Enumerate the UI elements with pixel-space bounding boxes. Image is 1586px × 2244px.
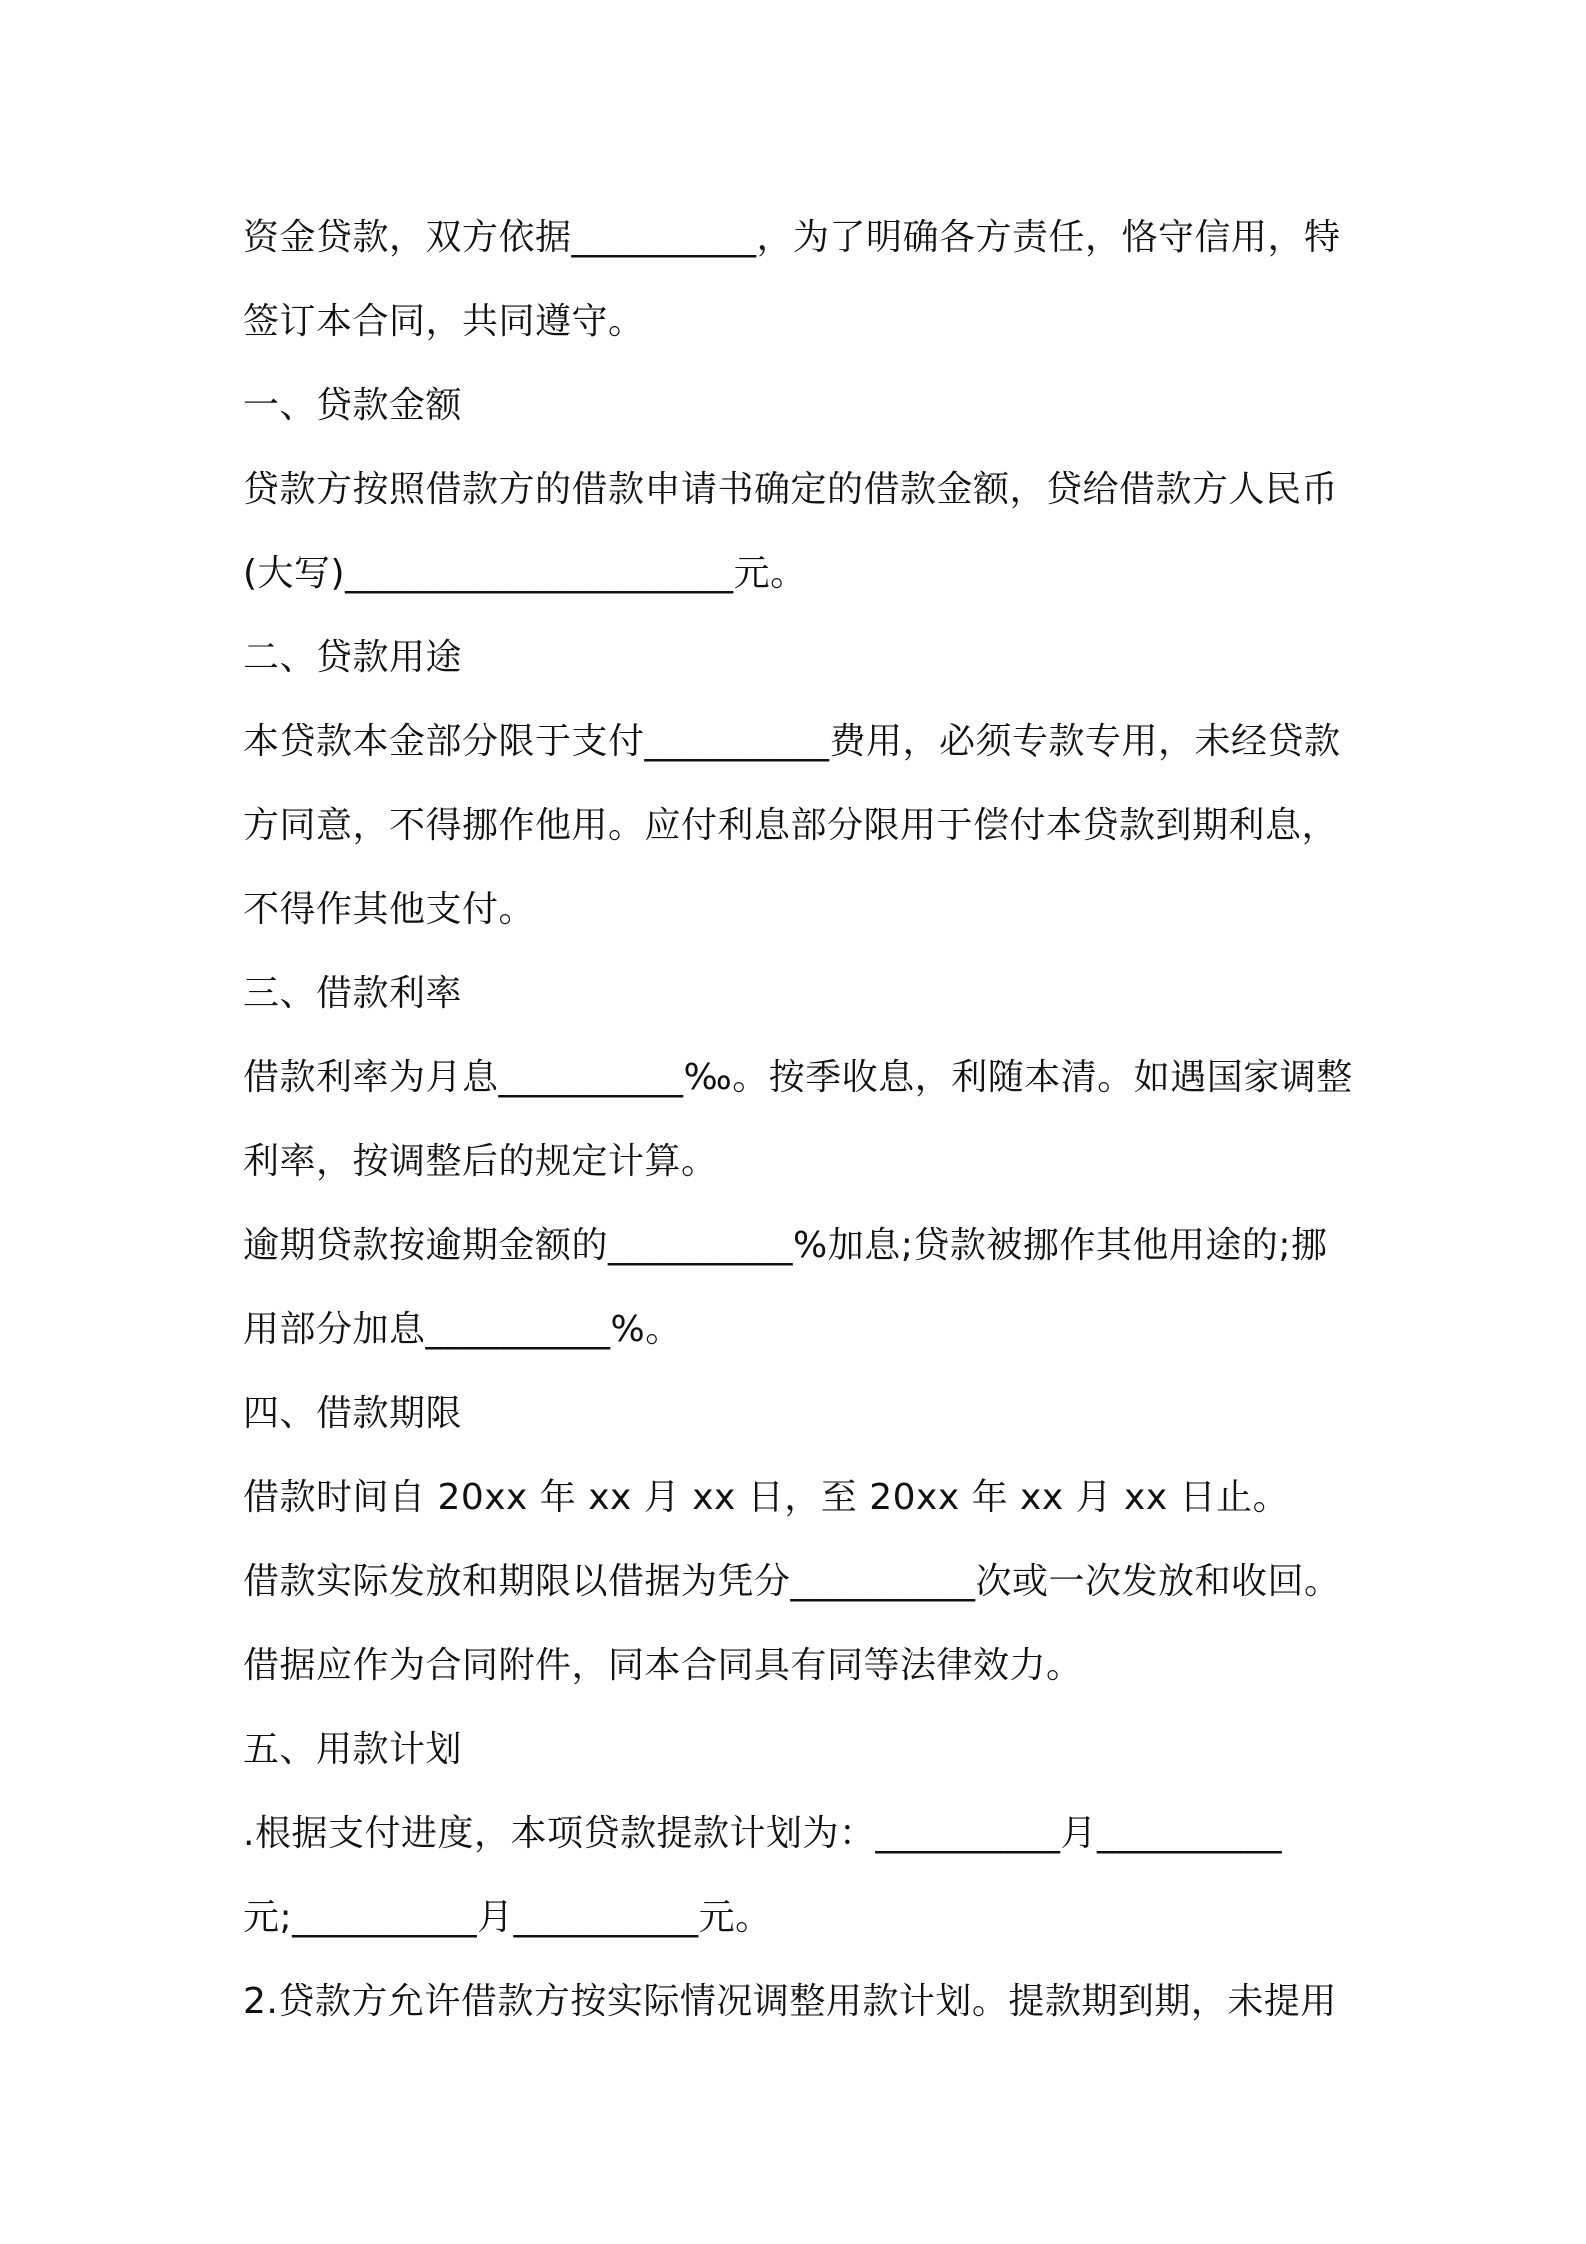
text-line: 借款时间自 20xx 年 xx 月 xx 日，至 20xx 年 xx 月 xx 日止。	[243, 1477, 1290, 1518]
text-line: 借据应作为合同附件，同本合同具有同等法律效力。	[243, 1645, 1083, 1686]
section-heading: 三、借款利率	[243, 973, 463, 1014]
text-line: 不得作其他支付。	[243, 889, 536, 930]
text-line: 借款利率为月息__________‰。按季收息，利随本清。如遇国家调整	[243, 1057, 1353, 1098]
text-line: 借款实际发放和期限以借据为凭分__________次或一次发放和收回。	[243, 1561, 1341, 1602]
text-line: 贷款方按照借款方的借款申请书确定的借款金额，贷给借款方人民币	[243, 469, 1339, 510]
document-body	[243, 196, 1363, 2044]
text-line: 利率，按调整后的规定计算。	[243, 1141, 718, 1182]
text-line: 资金贷款，双方依据__________，为了明确各方责任，恪守信用，特	[243, 217, 1341, 258]
text-line: 签订本合同，共同遵守。	[243, 301, 645, 342]
text-line: 用部分加息__________%。	[243, 1309, 682, 1350]
text-line: 2.贷款方允许借款方按实际情况调整用款计划。提款期到期，未提用	[243, 1981, 1337, 2022]
section-heading: 一、贷款金额	[243, 385, 463, 426]
section-heading: 五、用款计划	[243, 1729, 463, 1770]
section-heading: 四、借款期限	[243, 1393, 463, 1434]
text-line: .根据支付进度，本项贷款提款计划为：__________月__________	[243, 1813, 1282, 1854]
text-line: (大写)_____________________元。	[243, 553, 807, 594]
section-heading: 二、贷款用途	[243, 637, 463, 678]
text-line: 逾期贷款按逾期金额的__________%加息;贷款被挪作其他用途的;挪	[243, 1225, 1328, 1266]
text-line: 元;__________月__________元。	[243, 1897, 772, 1938]
text-line: 方同意，不得挪作他用。应付利息部分限用于偿付本贷款到期利息，	[243, 805, 1339, 846]
text-line: 本贷款本金部分限于支付__________费用，必须专款专用，未经贷款	[243, 721, 1341, 762]
